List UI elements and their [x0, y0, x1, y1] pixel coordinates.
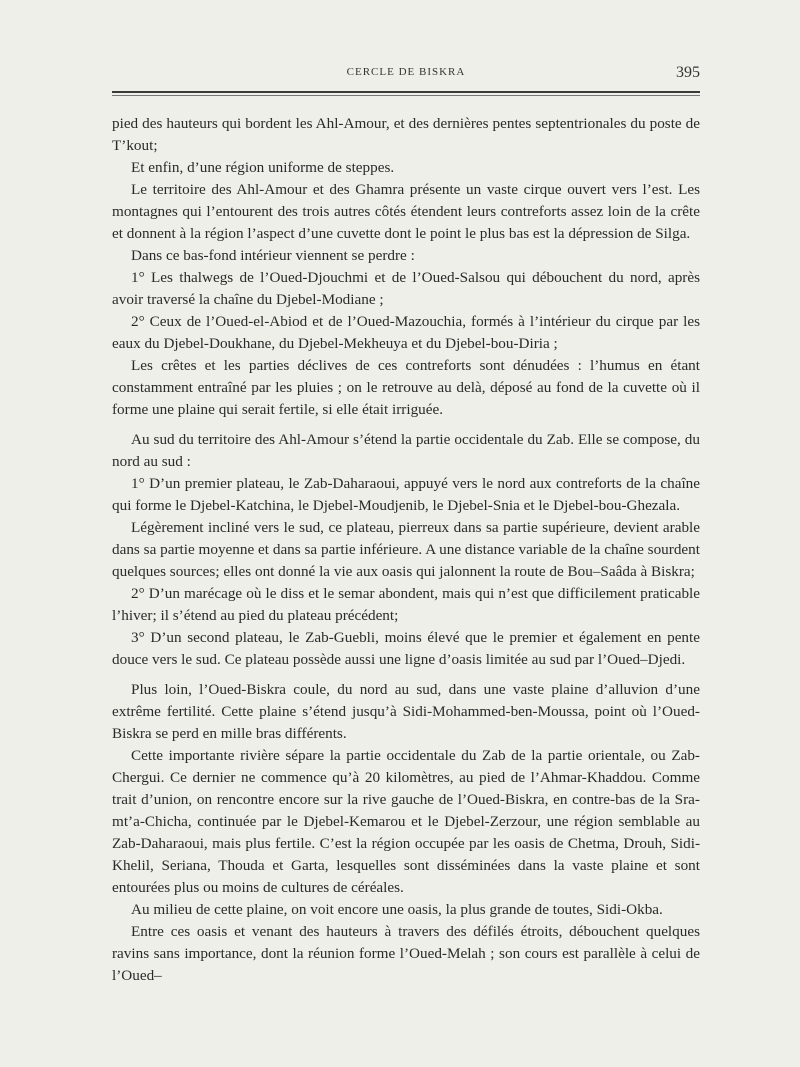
header-rule — [112, 91, 700, 93]
page-number: 395 — [676, 64, 700, 81]
paragraph: 2° Ceux de l’Oued-el-Abiod et de l’Oued-Mazouchia, formés à l’intérieur du cirque par les eaux du Djebel-Doukhane, du Djebel-Mekheuya et du Djebel-bou-Diria ; — [112, 313, 700, 352]
paragraph: Au sud du territoire des Ahl-Amour s’étend la partie occidentale du Zab. Elle se compose, du nord au sud : — [112, 431, 700, 470]
paragraph: Plus loin, l’Oued-Biskra coule, du nord au sud, dans une vaste plaine d’alluvion d’une extrême fertilité. Cette plaine s’étend jusqu’à Sidi-Mohammed-ben-Moussa, point où l’Oued-Biskra se perd en mille bras différents. — [112, 681, 700, 742]
paragraph: Au milieu de cette plaine, on voit encore une oasis, la plus grande de toutes, Sidi-Okba. — [131, 901, 663, 918]
header-rule-thin — [112, 95, 700, 96]
running-head — [112, 64, 700, 84]
paragraph: Les crêtes et les parties déclives de ces contreforts sont dénudées : l’humus en étant constamment entraîné par les pluies ; on le retrouve au delà, déposé au fond de la cuvette où il forme une plaine qui serait fertile, si elle était irriguée. — [112, 357, 700, 418]
paragraph: Cette importante rivière sépare la partie occidentale du Zab de la partie orientale, ou Zab-Chergui. Ce dernier ne commence qu’à 20 kilomètres, au pied de l’Ahmar-Khaddou. Comme trait d’union, on rencontre encore sur la rive gauche de l’Oued-Biskra, en contre-bas de la Sra-mt’a-Chicha, continuée par le Djebel-Kemarou et le Djebel-Zerzour, une région semblable au Zab-Daharaoui, mais plus fertile. C’est la région occupée par les oasis de Chetma, Drouh, Sidi-Khelil, Seriana, Thouda et Garta, lesquelles sont disséminées dans la vaste plaine et sont entourées plus ou moins de cultures de céréales. — [112, 747, 700, 896]
paragraph: Dans ce bas-fond intérieur viennent se perdre : — [131, 247, 415, 264]
paragraph: pied des hauteurs qui bordent les Ahl-Amour, et des dernières pentes septentrionales du poste de T’kout; — [112, 115, 700, 154]
body-text — [112, 113, 700, 987]
paragraph: 1° D’un premier plateau, le Zab-Daharaoui, appuyé vers le nord aux contreforts de la chaîne qui forme le Djebel-Katchina, le Djebel-Moudjenib, le Djebel-Snia et le Djebel-bou-Ghezala. — [112, 475, 700, 514]
paragraph: Entre ces oasis et venant des hauteurs à travers des défilés étroits, débouchent quelques ravins sans importance, dont la réunion forme l’Oued-Melah ; son cours est parallèle à celui de l’Oued– — [112, 923, 700, 984]
paragraph: 1° Les thalwegs de l’Oued-Djouchmi et de l’Oued-Salsou qui débouchent du nord, après avoir traversé la chaîne du Djebel-Modiane ; — [112, 269, 700, 308]
paragraph: Légèrement incliné vers le sud, ce plateau, pierreux dans sa partie supérieure, devient arable dans sa partie moyenne et dans sa partie inférieure. A une distance variable de la chaîne sourdent quelques sources; elles ont donné la vie aux oasis qui jalonnent la route de Bou–Saâda à Biskra; — [112, 519, 700, 580]
paragraph: Et enfin, d’une région uniforme de steppes. — [131, 159, 395, 176]
paragraph: 2° D’un marécage où le diss et le semar abondent, mais qui n’est que difficilement praticable l’hiver; il s’étend au pied du plateau précédent; — [112, 585, 700, 624]
paragraph: 3° D’un second plateau, le Zab-Guebli, moins élevé que le premier et également en pente douce vers le sud. Ce plateau possède aussi une ligne d’oasis limitée au sud par l’Oued–Djedi. — [112, 629, 700, 668]
running-title: CERCLE DE BISKRA — [346, 66, 466, 78]
paragraph: Le territoire des Ahl-Amour et des Ghamra présente un vaste cirque ouvert vers l’est. Les montagnes qui l’entourent des trois autres côtés étendent leurs contreforts assez loin de la crête et donnent à la région l’aspect d’une cuvette dont le point le plus bas est la dépression de Silga. — [112, 181, 700, 242]
